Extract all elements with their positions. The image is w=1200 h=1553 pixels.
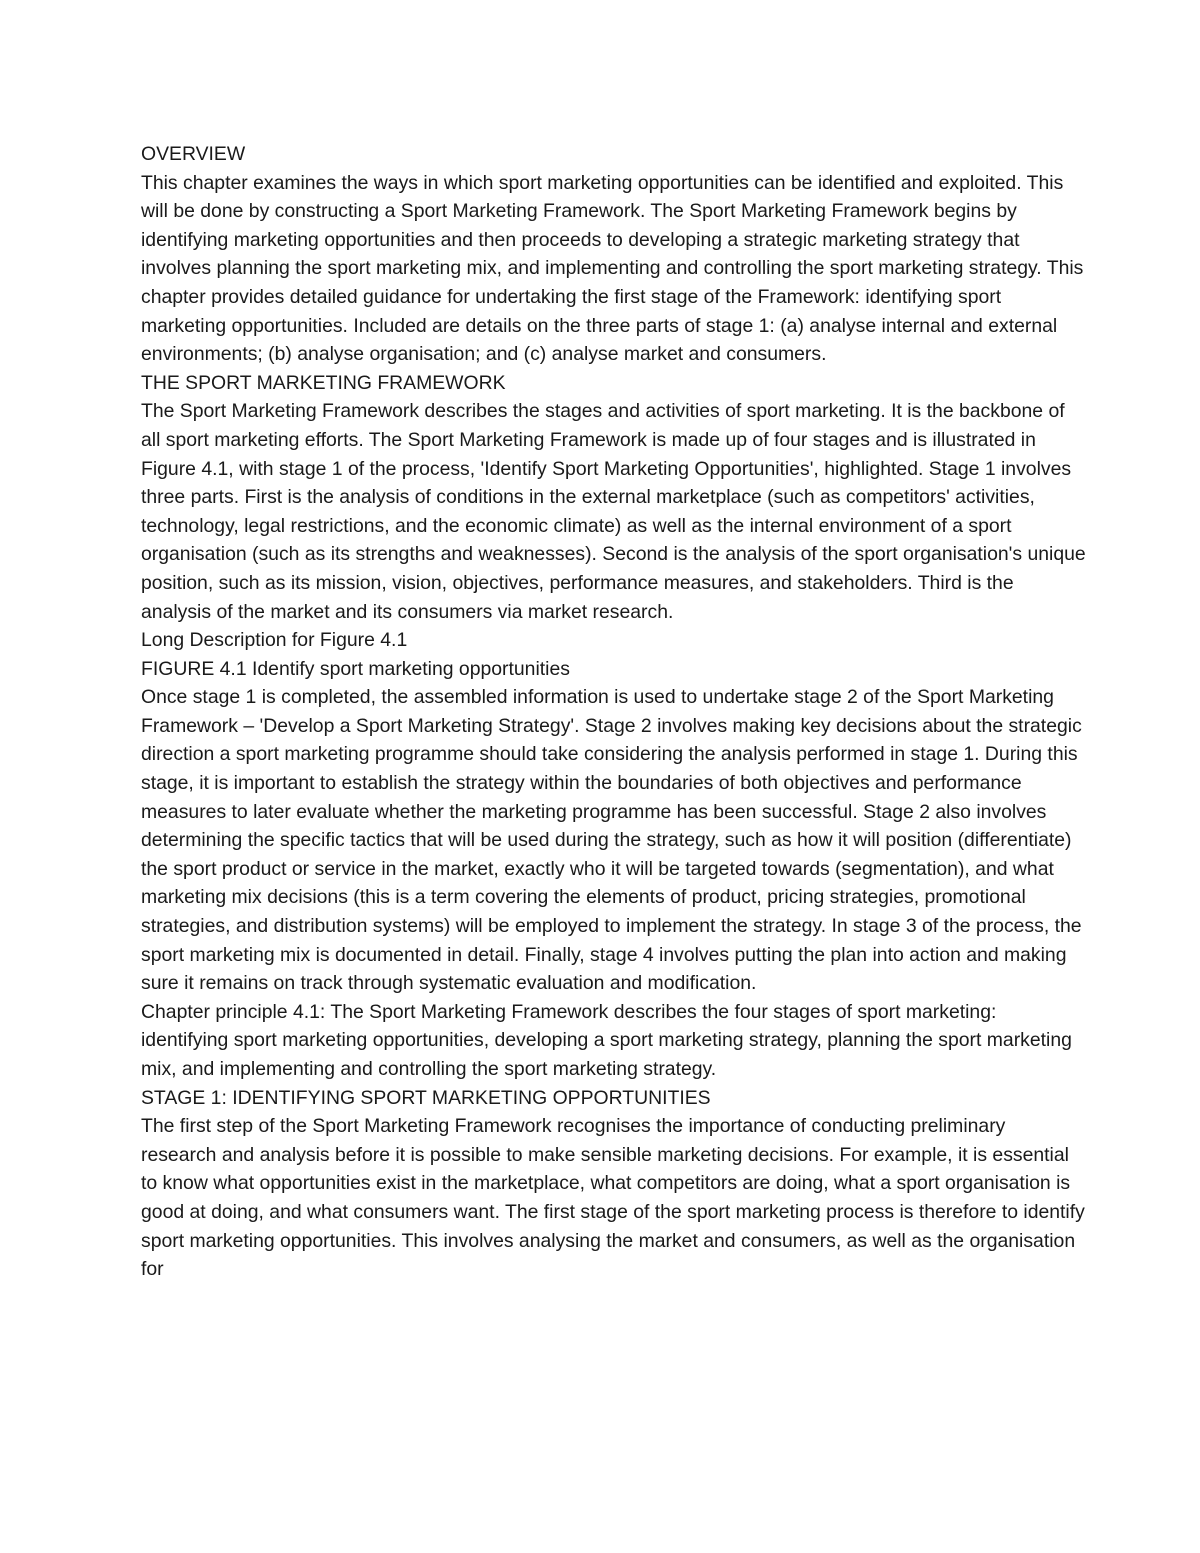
- document-page: [141, 140, 1086, 1284]
- paragraph-framework-body: The Sport Marketing Framework describes the stages and activities of sport marketing. It is the backbone of all sport marketing efforts. The Sport Marketing Framework is made up of four stages and is illustrated in Figure 4.1, with stage 1 of the process, 'Identify Sport Marketing Opportunities', highlighted. Stage 1 involves three parts. First is the analysis of conditions in the external marketplace (such as competitors' activities, technology, legal restrictions, and the economic climate) as well as the internal environment of a sport organisation (such as its strengths and weaknesses). Second is the analysis of the sport organisation's unique position, such as its mission, vision, objectives, performance measures, and stakeholders. Third is the analysis of the market and its consumers via market research.: [141, 400, 1086, 623]
- heading-overview: OVERVIEW: [141, 143, 246, 165]
- chapter-principle: Chapter principle 4.1: The Sport Marketing Framework describes the four stages of sport marketing: identifying sport marketing opportunities, developing a sport marketing strategy, planning the sport marketing mix, and implementing and controlling the sport marketing strategy.: [141, 1000, 1072, 1080]
- heading-sport-marketing-framework: THE SPORT MARKETING FRAMEWORK: [141, 371, 506, 394]
- heading-stage-1: STAGE 1: IDENTIFYING SPORT MARKETING OPPORTUNITIES: [141, 1086, 711, 1109]
- figure-caption: FIGURE 4.1 Identify sport marketing opportunities: [141, 657, 570, 680]
- figure-long-description-label: Long Description for Figure 4.1: [141, 629, 408, 652]
- paragraph-overview-body: This chapter examines the ways in which sport marketing opportunities can be identified and exploited. This will be done by constructing a Sport Marketing Framework. The Sport Marketing Framework begins by identifying marketing opportunities and then proceeds to developing a strategic marketing strategy that involves planning the sport marketing mix, and implementing and controlling the sport marketing strategy. This chapter provides detailed guidance for undertaking the first stage of the Framework: identifying sport marketing opportunities. Included are details on the three parts of stage 1: (a) analyse internal and external environments; (b) analyse organisation; and (c) analyse market and consumers.: [141, 171, 1084, 366]
- paragraph-stage-2: Once stage 1 is completed, the assembled information is used to undertake stage 2 of the Sport Marketing Framework – 'Develop a Sport Marketing Strategy'. Stage 2 involves making key decisions about the strategic direction a sport marketing programme should take considering the analysis performed in stage 1. During this stage, it is important to establish the strategy within the boundaries of both objectives and performance measures to later evaluate whether the marketing programme has been successful. Stage 2 also involves determining the specific tactics that will be used during the strategy, such as how it will position (differentiate) the sport product or service in the market, exactly who it will be targeted towards (segmentation), and what marketing mix decisions (this is a term covering the elements of product, pricing strategies, promotional strategies, and distribution systems) will be employed to implement the strategy. In stage 3 of the process, the sport marketing mix is documented in detail. Finally, stage 4 involves putting the plan into action and making sure it remains on track through systematic evaluation and modification.: [141, 686, 1082, 995]
- paragraph-stage-1-body: The first step of the Sport Marketing Framework recognises the importance of conducting preliminary research and analysis before it is possible to make sensible marketing decisions. For example, it is essential to know what opportunities exist in the marketplace, what competitors are doing, what a sport organisation is good at doing, and what consumers want. The first stage of the sport marketing process is therefore to identify sport marketing opportunities. This involves analysing the market and consumers, as well as the organisation for: [141, 1115, 1085, 1281]
